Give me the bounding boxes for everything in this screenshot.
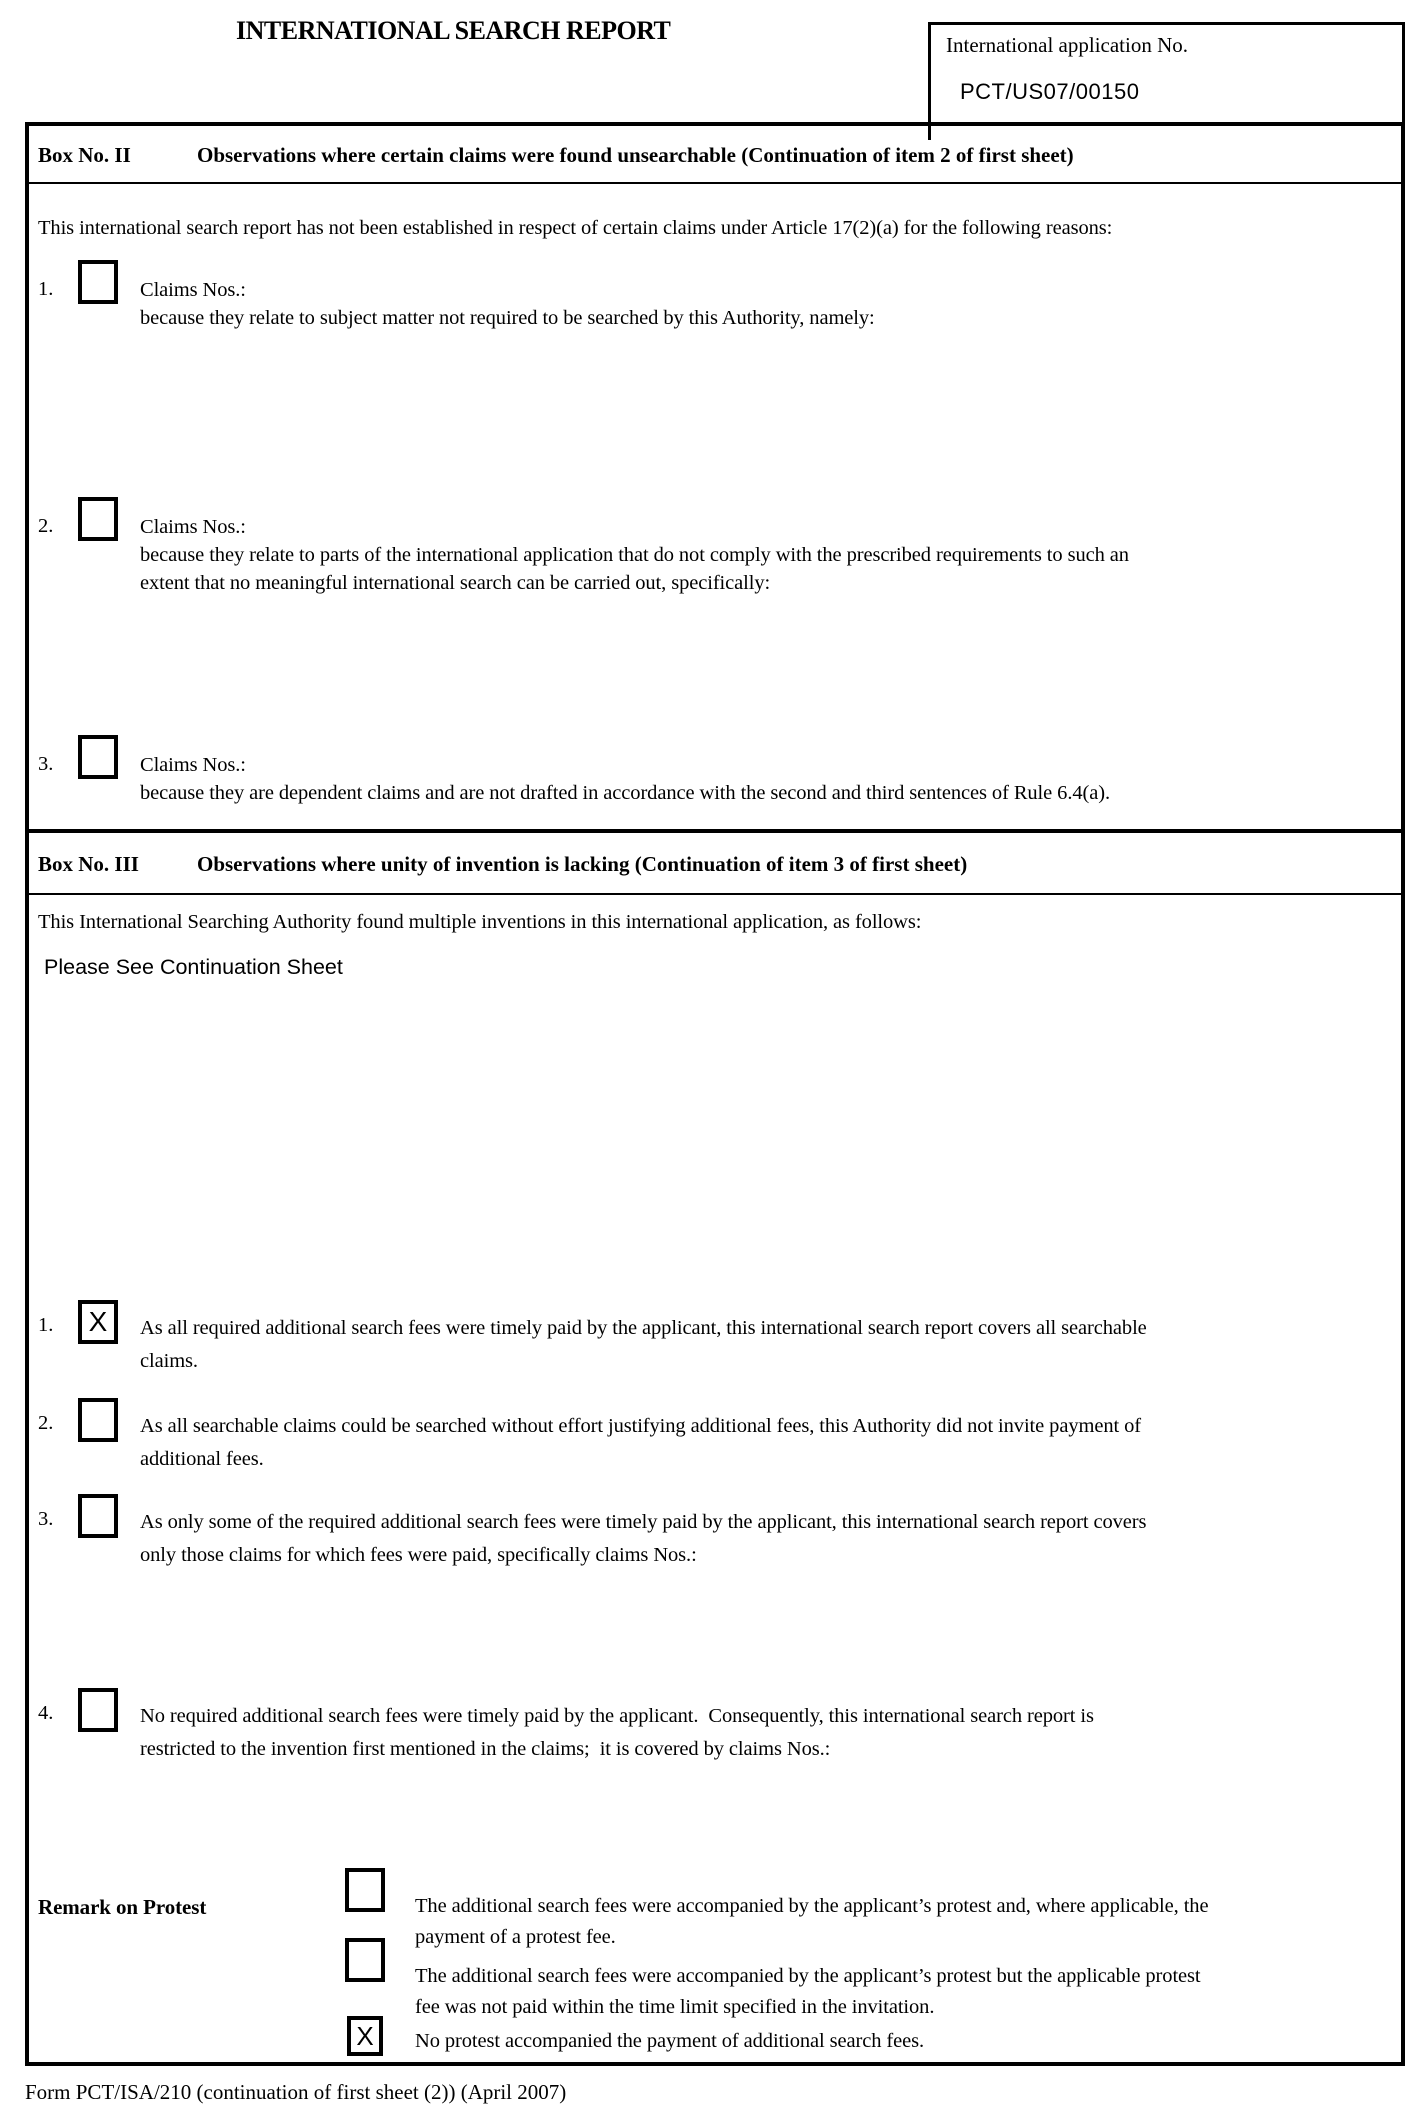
box2-item-1-text: because they relate to subject matter not required to be searched by this Authority, namely: [140,307,875,329]
protest-option-1-text: The additional search fees were accompanied by the applicant’s protest and, where applicable, the payment of a protest fee. [415,1895,1209,1948]
box2-item-1-number: 1. [38,278,54,300]
box2-intro: This international search report has not been established in respect of certain claims under Article 17(2)(a) for the following reasons: [38,217,1113,239]
box3-section-header [25,829,1405,895]
box3-item-4-text: No required additional search fees were timely paid by the applicant. Consequently, this international search report is restricted to the invention first mentioned in the claims; it is covered by claims Nos.: [140,1705,1094,1760]
box2-item-1-claims-label: Claims Nos.: [140,279,246,301]
box3-intro: This International Searching Authority found multiple inventions in this international application, as follows: [38,911,922,933]
box2-item-3-text: because they are dependent claims and are not drafted in accordance with the second and third sentences of Rule 6.4(a). [140,782,1110,804]
page-title: INTERNATIONAL SEARCH REPORT [236,16,671,45]
protest-option-3-checkbox[interactable]: X [347,2016,383,2056]
box3-item-3-text: As only some of the required additional search fees were timely paid by the applicant, this international search report covers only those claims for which fees were paid, specifically claims Nos.: [140,1511,1147,1566]
box2-label: Box No. II [38,143,131,167]
box3-item-1-text: As all required additional search fees were timely paid by the applicant, this international search report covers all searchable claims. [140,1317,1147,1372]
remark-on-protest-label: Remark on Protest [38,1895,207,1919]
protest-option-2-checkbox[interactable] [345,1938,385,1982]
box3-item-3-checkbox[interactable] [78,1494,118,1538]
protest-option-3-text: No protest accompanied the payment of additional search fees. [415,2030,925,2052]
box2-item-3-checkbox[interactable] [78,735,118,779]
form-footer-note: Form PCT/ISA/210 (continuation of first sheet (2)) (April 2007) [25,2080,567,2104]
form-body-border [25,122,1405,2066]
box2-heading: Observations where certain claims were found unsearchable (Continuation of item 2 of first sheet) [197,143,1074,167]
box2-item-1-checkbox[interactable] [78,260,118,304]
box3-label: Box No. III [38,852,139,876]
continuation-sheet-note: Please See Continuation Sheet [44,955,343,979]
box3-heading: Observations where unity of invention is lacking (Continuation of item 3 of first sheet) [197,852,968,876]
box2-item-3-number: 3. [38,753,54,775]
box2-item-2-checkbox[interactable] [78,497,118,541]
box3-item-1-number: 1. [38,1314,54,1336]
box3-item-4-checkbox[interactable] [78,1688,118,1732]
application-number-value: PCT/US07/00150 [960,79,1140,104]
box3-item-2-number: 2. [38,1412,54,1434]
box3-item-3-number: 3. [38,1508,54,1530]
box2-item-3-claims-label: Claims Nos.: [140,754,246,776]
box3-item-4-number: 4. [38,1702,54,1724]
box2-item-2-text: because they relate to parts of the international application that do not comply with the prescribed requirements to such an extent that no meaningful international search can be carried out, specifically: [140,544,1129,594]
protest-option-1-checkbox[interactable] [345,1868,385,1912]
protest-option-2-text: The additional search fees were accompanied by the applicant’s protest but the applicable protest fee was not paid within the time limit specified in the invitation. [415,1965,1201,2018]
application-number-label: International application No. [946,33,1189,57]
box2-item-2-number: 2. [38,515,54,537]
box2-item-2-claims-label: Claims Nos.: [140,516,246,538]
box3-item-2-checkbox[interactable] [78,1398,118,1442]
box2-section-header [25,126,1405,184]
box3-item-1-checkbox[interactable]: X [78,1300,118,1344]
box3-item-2-text: As all searchable claims could be searched without effort justifying additional fees, this Authority did not invite payment of additional fees. [140,1415,1141,1470]
